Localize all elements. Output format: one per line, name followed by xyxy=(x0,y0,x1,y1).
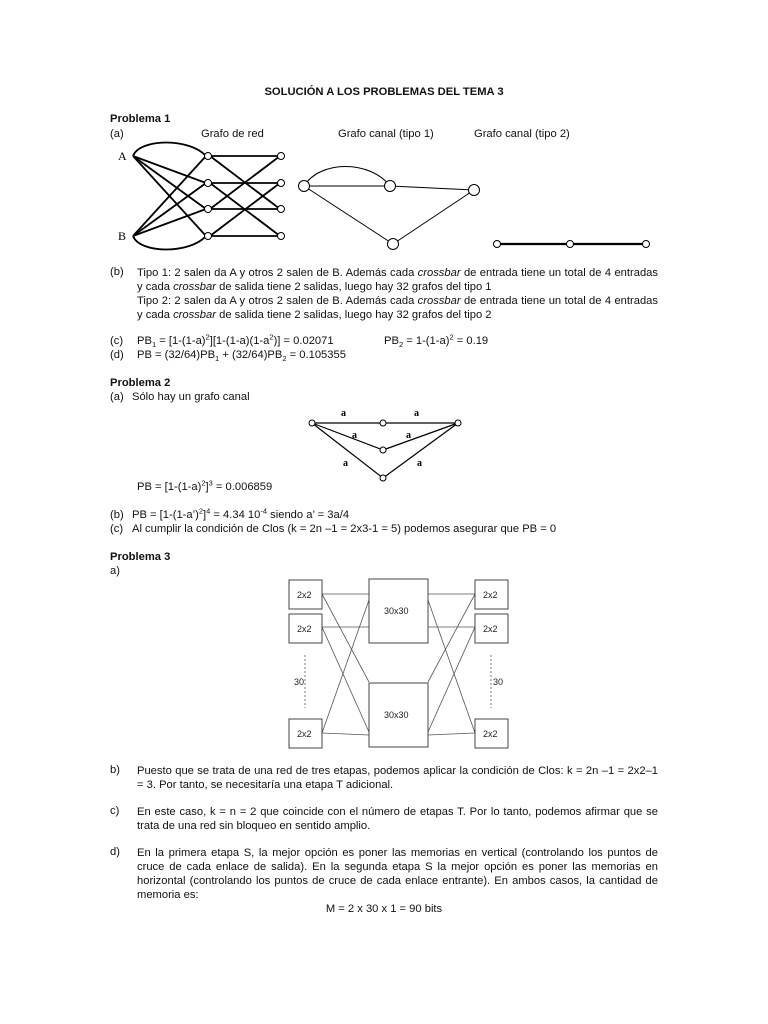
box-label-30x30: 30x30 xyxy=(384,710,409,720)
item-marker-3b: b) xyxy=(110,764,120,776)
caption-grafo-canal-1: Grafo canal (tipo 1) xyxy=(338,128,434,140)
item-marker-2b: (b) xyxy=(110,509,124,521)
count-label: 30 xyxy=(493,677,504,687)
edge-label: a xyxy=(343,458,348,469)
item-marker-2c: (c) xyxy=(110,523,124,535)
paragraph-3b: Puesto que se trata de una red de tres etapas, podemos aplicar la condición de Clos: k = 2n –1 = 2x2–1 = 3. Por tanto, se necesitaría una etapa T adicional. xyxy=(137,765,658,791)
item-marker-1a: (a) xyxy=(110,128,124,140)
box-label-2x2: 2x2 xyxy=(483,590,498,600)
edge-label: a xyxy=(414,408,419,419)
formula-pb-total: PB = $(32/64)PB_1 + (32/64)PB_2 = 0.105355$ xyxy=(137,349,346,364)
node-label-a: A xyxy=(118,149,127,163)
page-title: SOLUCIÓN A LOS PROBLEMAS DEL TEMA 3 xyxy=(264,86,504,98)
paragraph-3d: En la primera etapa S, la mejor opción es poner las memorias en vertical (controlando los puntos de cruce de cada enlace de salida). En la segunda etapa S la mejor opción es poner las memorias en horizontal (controlando los puntos de cruce de cada enlace entrante). En ambos casos, la cantidad de memoria es: xyxy=(137,847,658,901)
box-label-2x2: 2x2 xyxy=(483,624,498,634)
item-marker-3c: c) xyxy=(110,805,120,817)
caption-grafo-red: Grafo de red xyxy=(201,128,264,140)
node-label-b: B xyxy=(118,229,127,243)
heading-problema-3: Problema 3 xyxy=(110,551,171,563)
box-label-2x2: 2x2 xyxy=(297,624,312,634)
box-label-30x30: 30x30 xyxy=(384,606,409,616)
count-label: 30 xyxy=(294,677,305,687)
heading-problema-2: Problema 2 xyxy=(110,377,171,389)
paragraph-tipo-2: Tipo 2: 2 salen da A y otros 2 salen de B. Además cada crossbar de entrada tiene un total de 4 entradas y cada crossbar de salida tiene 2 salidas, luego hay 32 grafos del tipo 2 xyxy=(137,295,658,321)
formula-pb-p2b: PB = [1-(1-a’)$^2$]$^4$ = 4.34 $10^{-4}$ siendo a’ = 3a/4 xyxy=(132,506,350,521)
item-marker-3d: d) xyxy=(110,846,120,858)
edge-label: a xyxy=(352,430,357,441)
item-marker-1d: (d) xyxy=(110,349,124,361)
box-label-2x2: 2x2 xyxy=(483,729,498,739)
item-marker-2a: (a) xyxy=(110,391,124,403)
edge-label: a xyxy=(406,430,411,441)
item-marker-1b: (b) xyxy=(110,266,124,278)
box-label-2x2: 2x2 xyxy=(297,729,312,739)
item-marker-1c: (c) xyxy=(110,335,124,347)
edge-label: a xyxy=(417,458,422,469)
item-marker-3a: a) xyxy=(110,565,120,577)
heading-problema-1: Problema 1 xyxy=(110,113,171,125)
text-solo-grafo: Sólo hay un grafo canal xyxy=(132,391,250,403)
formula-memoria: M = 2 x 30 x 1 = 90 bits xyxy=(325,903,443,915)
formula-pb2: $PB_2 = 1-(1-a)^2 = 0.19$ xyxy=(384,332,489,350)
caption-grafo-canal-2: Grafo canal (tipo 2) xyxy=(474,128,570,140)
formula-pb1: $PB_1 = [1-(1-a)^2][1-(1-a)(1-a^2)] = 0.02071$ xyxy=(137,332,334,350)
box-label-2x2: 2x2 xyxy=(297,590,312,600)
formula-pb-p2a: PB = $[1-(1-a)^2]^3 = 0.006859$ xyxy=(137,478,273,493)
paragraph-3c: En este caso, k = n = 2 que coincide con el número de etapas T. Por lo tanto, podemos afirmar que se trata de una red sin bloqueo en sentido amplio. xyxy=(137,806,658,832)
paragraph-tipo-1: Tipo 1: 2 salen da A y otros 2 salen de B. Además cada crossbar de entrada tiene un total de 4 entradas y cada crossbar de salida tiene 2 salidas, luego hay 32 grafos del tipo 1 xyxy=(137,267,658,293)
text-condicion-clos: Al cumplir la condición de Clos (k = 2n –1 = 2x3-1 = 5) podemos asegurar que PB = 0 xyxy=(132,523,557,535)
edge-label: a xyxy=(341,408,346,419)
